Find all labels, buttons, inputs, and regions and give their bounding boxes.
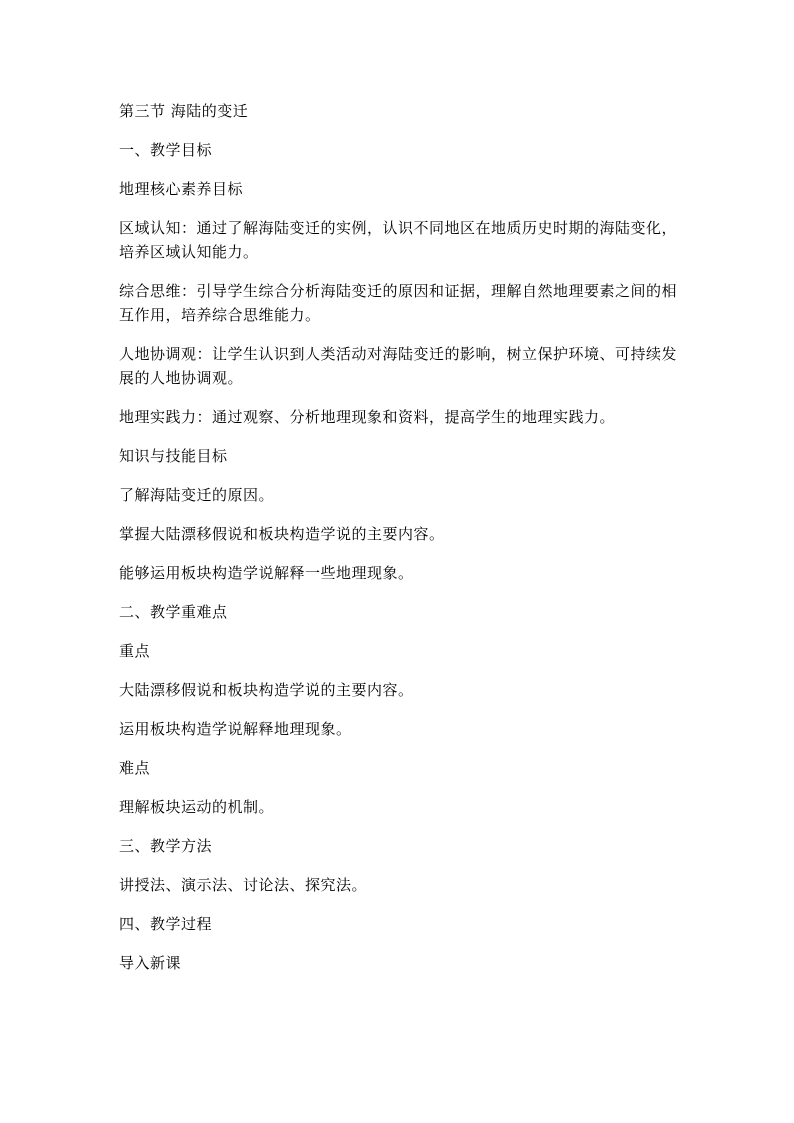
heading-teaching-process: 四、教学过程 — [119, 915, 213, 933]
list-item-goal-2: 掌握大陆漂移假说和板块构造学说的主要内容。 — [119, 525, 445, 543]
list-item-goal-1: 了解海陆变迁的原因。 — [119, 486, 275, 504]
document-body — [119, 99, 679, 990]
section-title: 第三节 海陆的变迁 — [119, 102, 249, 120]
paragraph-geographic-practice: 地理实践力：通过观察、分析地理现象和资料，提高学生的地理实践力。 — [119, 408, 616, 426]
heading-teaching-objectives: 一、教学目标 — [119, 141, 213, 159]
list-item-key-point-1: 大陆漂移假说和板块构造学说的主要内容。 — [119, 681, 414, 699]
subheading-core-literacy-goals: 地理核心素养目标 — [119, 180, 244, 198]
paragraph-regional-cognition: 区域认知：通过了解海陆变迁的实例，认识不同地区在地质历史时期的海陆变化，培养区域认知能力。 — [119, 219, 678, 261]
list-item-difficult-point-1: 理解板块运动的机制。 — [119, 798, 275, 816]
heading-teaching-methods: 三、教学方法 — [119, 837, 213, 855]
subheading-knowledge-skills-goals: 知识与技能目标 — [119, 447, 228, 465]
paragraph-comprehensive-thinking: 综合思维：引导学生综合分析海陆变迁的原因和证据，理解自然地理要素之间的相互作用，培养综合思维能力。 — [119, 282, 678, 324]
list-item-key-point-2: 运用板块构造学说解释地理现象。 — [119, 720, 352, 738]
list-item-goal-3: 能够运用板块构造学说解释一些地理现象。 — [119, 564, 414, 582]
subheading-lesson-introduction: 导入新课 — [119, 954, 182, 972]
subheading-key-points: 重点 — [119, 642, 151, 660]
subheading-difficult-points: 难点 — [119, 759, 151, 777]
paragraph-teaching-methods: 讲授法、演示法、讨论法、探究法。 — [119, 876, 368, 894]
heading-key-difficult-points: 二、教学重难点 — [119, 603, 228, 621]
paragraph-human-earth-coordination: 人地协调观：让学生认识到人类活动对海陆变迁的影响，树立保护环境、可持续发展的人地协调观。 — [119, 345, 678, 387]
